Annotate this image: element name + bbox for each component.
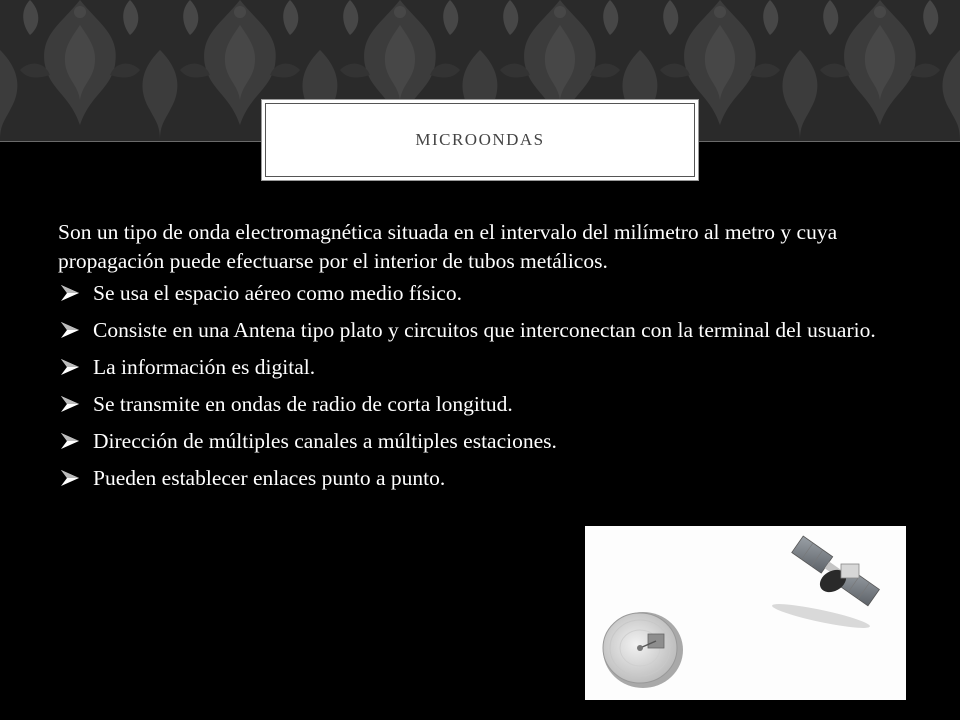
arrowhead-bullet-icon <box>60 284 80 302</box>
slide-body <box>58 218 908 501</box>
bullet-item <box>58 353 908 382</box>
bullet-item <box>58 464 908 493</box>
bullet-list <box>58 279 908 493</box>
intro-paragraph: Son un tipo de onda electromagnética situada en el intervalo del milímetro al metro y cuya propagación puede efectuarse por el interior de tubos metálicos. <box>58 220 838 273</box>
bullet-text: Se transmite en ondas de radio de corta longitud. <box>93 392 513 416</box>
arrowhead-bullet-icon <box>60 395 80 413</box>
title-box-inner-border <box>265 103 695 177</box>
bullet-item <box>58 427 908 456</box>
satellite-dish-illustration <box>585 526 906 700</box>
microwave-antenna-satellite-image <box>585 526 906 700</box>
title-box <box>261 99 699 181</box>
bullet-text: Pueden establecer enlaces punto a punto. <box>93 466 446 490</box>
bullet-text: Consiste en una Antena tipo plato y circuitos que interconectan con la terminal del usuario. <box>93 318 876 342</box>
arrowhead-bullet-icon <box>60 358 80 376</box>
bullet-text: Se usa el espacio aéreo como medio físico. <box>93 281 462 305</box>
bullet-item <box>58 390 908 419</box>
arrowhead-bullet-icon <box>60 469 80 487</box>
slide-title: MICROONDAS <box>415 130 545 149</box>
satellite-icon <box>792 536 880 606</box>
arrowhead-bullet-icon <box>60 321 80 339</box>
satellite-shadow <box>771 600 871 633</box>
bullet-text: Dirección de múltiples canales a múltiples estaciones. <box>93 429 557 453</box>
bullet-item <box>58 316 908 345</box>
arrowhead-bullet-icon <box>60 432 80 450</box>
bullet-item <box>58 279 908 308</box>
bullet-text: La información es digital. <box>93 355 316 379</box>
dish-antenna-icon <box>603 612 683 688</box>
